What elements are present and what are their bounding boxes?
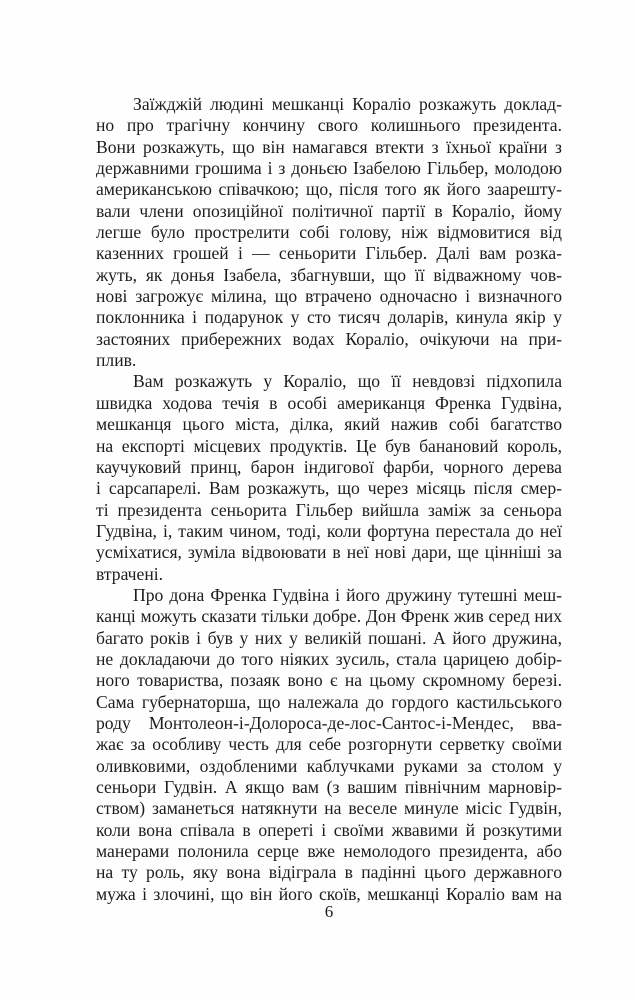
text-line: ного товариства, позаяк воно є на цьому скромному березі. [96,670,562,691]
text-line: канці можуть сказати тільки добре. Дон Френк жив серед них [96,606,562,627]
text-line: державними грошима і з доньєю Ізабелою Гільбер, молодою [96,158,562,179]
text-line: Про дона Френка Гудвіна і його дружину тутешні меш- [133,584,562,605]
text-line: багато років і був у них у великій пошані. А його дружина, [96,627,562,648]
text-line: ством) заманеться натякнути на веселе минуле місіс Гудвін, [96,798,562,819]
text-line: не докладаючи до того ніяких зусиль, стала царицею добір- [96,648,562,669]
text-line: американською співачкою; що, після того як його заарешту- [96,179,562,200]
text-line: на ту роль, яку вона відіграла в падінні цього державного [96,862,562,883]
text-line: Вони розкажуть, що він намагався втекти з їхньої країни з [96,136,562,157]
text-line: Гудвіна, і, таким чином, тоді, коли фортуна перестала до неї [96,520,562,541]
text-line: мешканця цього міста, ділка, який нажив собі багатство [96,414,562,435]
text-line: Сама губернаторша, що належала до гордого кастильського [96,691,562,712]
text-line: вали члени опозиційної політичної партії в Кораліо, йому [96,200,562,221]
text-line: швидка ходова течія в особі американця Френка Гудвіна, [96,392,562,413]
text-line: нові загрожує мілина, що втрачено одночасно і визначного [96,286,562,307]
text-line: коли вона співала в опереті і своїми жвавими й розкутими [96,819,562,840]
text-line: і сарсапарелі. Вам розкажуть, що через місяць після смер- [96,478,562,499]
text-line: застояних прибережних водах Кораліо, очікуючи на при- [96,328,562,349]
text-line: но про трагічну кончину свого колишнього президента. [96,115,562,136]
text-line: роду Монтолеон-і-Долороса-де-лос-Сантос-і-Мендес, вва- [96,712,562,733]
text-line: втрачені. [96,563,164,584]
text-line: каучуковий принц, барон індигової фарби, чорного дерева [96,456,562,477]
text-line: манерами полонила серце вже немолодого президента, або [96,841,562,862]
text-line: жає за особливу честь для себе розгорнути серветку своїми [96,734,562,755]
text-line: легше було прострелити собі голову, ніж відмовитися від [96,222,562,243]
text-line: Заїжджій людині мешканці Кораліо розкажуть доклад- [133,94,562,114]
page-number: 6 [324,902,334,921]
text-line: ті президента сеньорита Гільбер вийшла заміж за сеньора [96,499,562,520]
text-line: плив. [96,350,137,371]
text-line: казенних грошей і — сеньорити Гільбер. Далі вам розка- [96,243,562,264]
text-line: усміхатися, зуміла відвоювати в неї нові дари, ще цінніші за [96,542,562,563]
text-line: на експорті місцевих продуктів. Це був банановий король, [96,435,562,456]
text-line: поклонника і подарунок у сто тисяч доларів, кинула якір у [96,307,562,328]
text-line: жуть, як донья Ізабела, збагнувши, що її відважному чов- [96,264,562,285]
text-line: оливковими, оздобленими каблучками руками за столом у [96,755,562,776]
text-line: Вам розкажуть у Кораліо, що її невдовзі підхопила [133,371,562,392]
text-line: мужа і злочині, що він його скоїв, мешканці Кораліо вам на [96,883,562,904]
text-block [96,94,562,905]
text-line: сеньори Гудвін. А якщо вам (з вашим північним марновір- [96,777,562,797]
